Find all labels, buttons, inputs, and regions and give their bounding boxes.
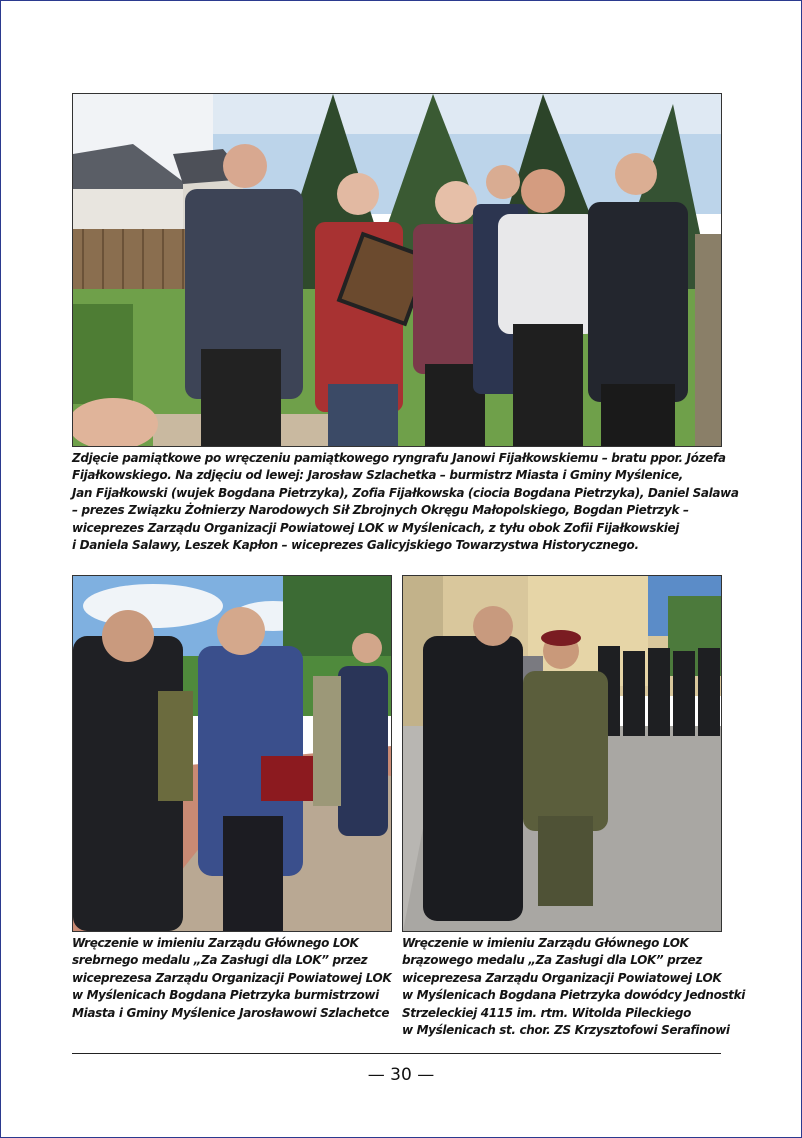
caption-line: srebrnego medalu „Za Zasługi dla LOK” przez <box>72 953 368 968</box>
caption-line: w Myślenicach st. chor. ZS Krzysztofowi Serafinowi <box>402 1023 730 1038</box>
caption-line: – prezes Związku Żołnierzy Narodowych Sił Zbrojnych Okręgu Małopolskiego, Bogdan Pietrzyk – <box>72 503 689 518</box>
footer-divider <box>72 1053 721 1054</box>
caption-line: w Myślenicach Bogdana Pietrzyka burmistrzowi <box>72 988 379 1003</box>
caption-line: wiceprezes Zarządu Organizacji Powiatowej LOK w Myślenicach, z tyłu obok Zofii Fijałkowskiej <box>72 520 680 535</box>
caption-line: wiceprezesa Zarządu Organizacji Powiatowej LOK <box>72 970 392 985</box>
caption-line: wiceprezesa Zarządu Organizacji Powiatowej LOK <box>402 970 722 985</box>
caption-line: brązowego medalu „Za Zasługi dla LOK” przez <box>402 953 702 968</box>
caption-bronze-medal <box>402 935 745 1039</box>
caption-silver-medal <box>72 935 391 1022</box>
caption-line: Strzeleckiej 4115 im. rtm. Witolda Pileckiego <box>402 1005 692 1020</box>
caption-line: Zdjęcie pamiątkowe po wręczeniu pamiątkowego ryngrafu Janowi Fijałkowskiemu – bratu ppor. Józefa <box>72 451 726 465</box>
silver-medal-photo-illustration <box>73 576 391 931</box>
caption-line: w Myślenicach Bogdana Pietrzyka dowódcy Jednostki <box>402 988 746 1003</box>
caption-line: i Daniela Salawy, Leszek Kapłon – wiceprezes Galicyjskiego Towarzystwa Historycznego. <box>72 538 639 553</box>
page-number: — 30 — <box>367 1065 435 1085</box>
photo-silver-medal-handshake <box>72 575 392 932</box>
caption-group-photo <box>72 450 739 554</box>
caption-line: Miasta i Gminy Myślenice Jarosławowi Szlachetce <box>72 1005 390 1020</box>
photo-group-commemorative <box>72 93 722 447</box>
bronze-medal-photo-illustration <box>403 576 721 931</box>
caption-line: Fijałkowskiego. Na zdjęciu od lewej: Jarosław Szlachetka – burmistrz Miasta i Gminy Myślenice, <box>72 468 684 483</box>
caption-line: Jan Fijałkowski (wujek Bogdana Pietrzyka), Zofia Fijałkowska (ciocia Bogdana Pietrzyka), Daniel Salawa <box>72 485 739 500</box>
caption-line: Wręczenie w imieniu Zarządu Głównego LOK <box>402 936 689 950</box>
caption-line: Wręczenie w imieniu Zarządu Głównego LOK <box>72 936 359 950</box>
group-photo-illustration <box>73 94 721 446</box>
photo-bronze-medal-handshake <box>402 575 722 932</box>
